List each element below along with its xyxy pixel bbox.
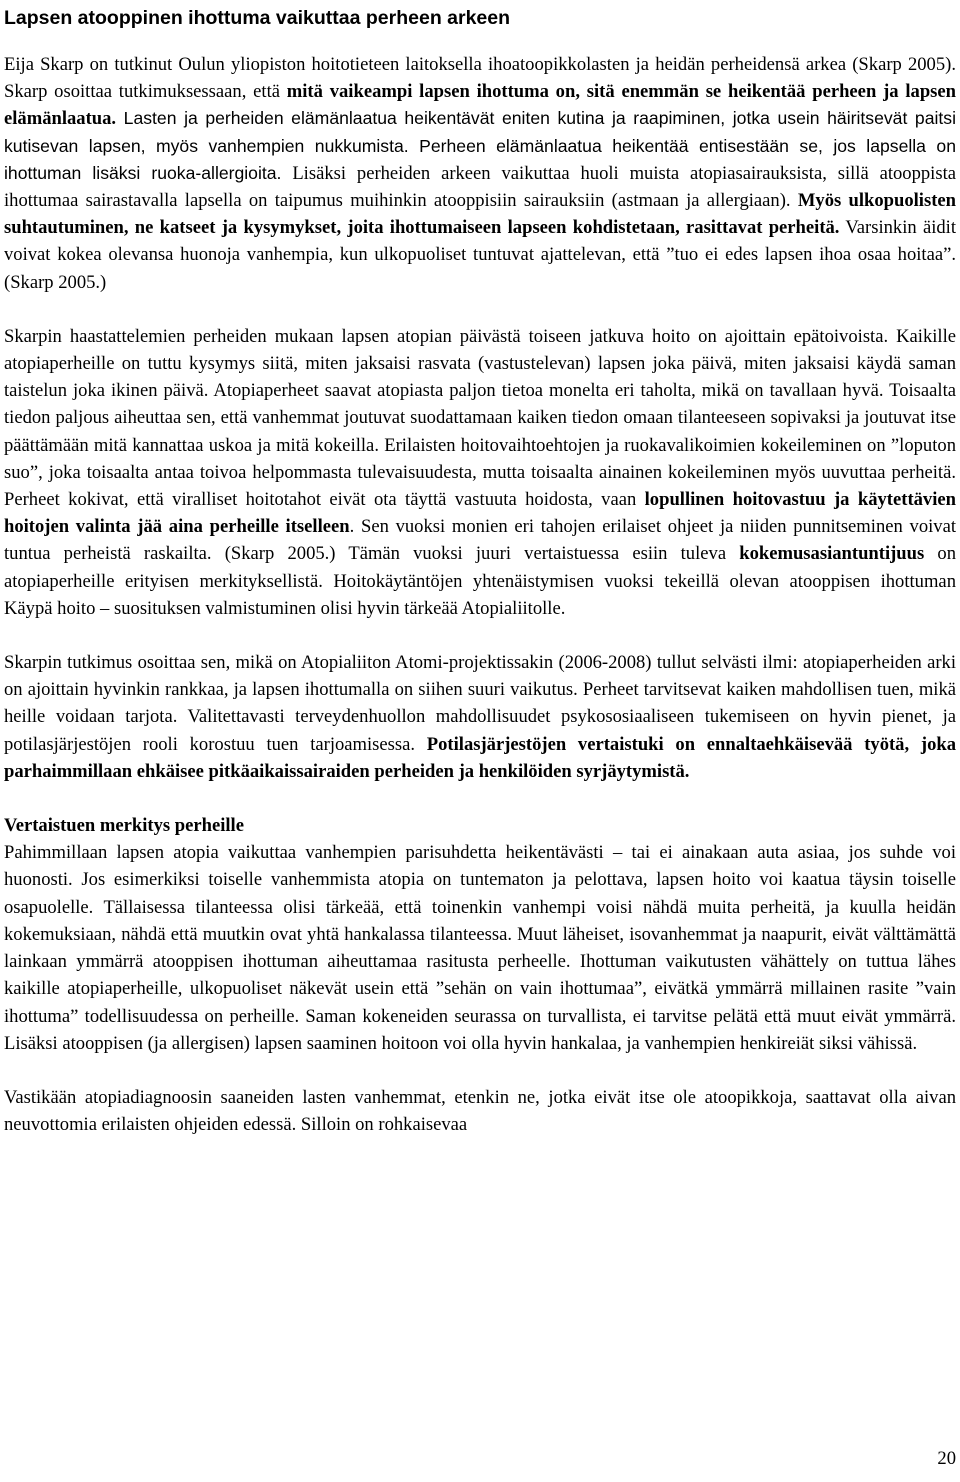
text: Eija Skarp on tutkinut Oulun yliopiston hoitotieteen laitoksella ihoatoopikkolasten ja heidän perheidensä arkea (Skarp 2005). Skarp osoittaa tutkimuksessaan, että xyxy=(4,54,956,103)
bold-text: Potilasjärjestöjen vertaistuki on ennaltaehkäisevää työtä, joka parhaimmillaan ehkäisee pitkäaikaissairaiden perheiden ja henkilöiden syrjäytymistä. xyxy=(4,733,956,782)
text: Lisäksi perheiden arkeen vaikuttaa huoli muista atopiasairauksista, sillä atooppista ihottumaa sairastavalla lapsella on taipumus muihinkin atooppisiin sairauksiin (astmaan ja allergiaan). xyxy=(4,162,956,212)
paragraph-parents-relationship: Pahimmillaan lapsen atopia vaikuttaa vanhempien parisuhdetta heikentävästi – tai ei ainakaan auta asiaa, jos suhde voi huonosti. Jos esimerkiksi toiselle vanhemmista atopia on tuntematon ja pelottava, lapsen hoito voi kaatua täysin toiselle osapuolelle. Tällaisessa tilanteessa olisi tärkeää, että toinenkin vanhempi voisi nähdä muita perheitä, ja kuulla heidän kokemuksiaan, nähdä että muutkin ovat yhtä hankalassa tilanteessa. Muut läheiset, isovanhemmat ja naapurit, eivät välttämättä lainkaan ymmärrä atooppisen ihottuman aiheuttamaa rasitusta perheelle. Ihottuman vaikutusten vähättely on tuttua lähes kaikille atopiaperheille, ulkopuoliset näkevät usein että ”sehän on vain ihottumaa”, eivätkä ymmärrä millainen rasite ”vain ihottuma” todellisuudessa on perheille. Saman kokeneiden seurassa on turvallista, ei tarvitse pelätä että muut eivät ymmärrä. Lisäksi atooppisen (ja allergisen) lapsen saaminen hoitoon voi olla hyvin hankalaa, ja vanhempien henkireiät siksi vähissä. xyxy=(4,842,956,1054)
text: on atopiaperheille erityisen merkityksellistä. Hoitokäytäntöjen yhtenäistymisen vuoksi tekeillä olevan atooppisen ihottuman Käypä hoito – suosituksen valmistuminen olisi hyvin tärkeää Atopialiitolle. xyxy=(4,543,956,619)
page-title: Lapsen atooppinen ihottuma vaikuttaa perheen arkeen xyxy=(4,7,511,29)
text: Skarpin tutkimus osoittaa sen, mikä on Atopialiiton Atomi-projektissakin (2006-2008) tullut selvästi ilmi: atopiaperheiden arki on ajoittain hyvinkin rankkaa, ja lapsen ihottumalla on siihen suuri vaikutus. Perheet tarvitsevat kaiken mahdollisen tuen, mikä heille voidaan tarjota. Valitettavasti terveydenhuollon mahdollisuudet psykososiaaliseen tukemiseen on hyvin pienet, ja potilasjärjestöjen rooli korostuu tuen tarjoamisessa. xyxy=(4,652,956,755)
paragraph-skarp-intro xyxy=(4,51,956,296)
paragraph-new-diagnosis: Vastikään atopiadiagnoosin saaneiden lasten vanhemmat, etenkin ne, jotka eivät itse ole atoopikkoja, saattavat olla aivan neuvottomia erilaisten ohjeiden edessä. Silloin on rohkaisevaa xyxy=(4,1086,956,1136)
text: Varsinkin äidit voivat kokea olevansa huonoja vanhempia, kun ulkopuoliset tuntuvat ajattelevan, että ”tuo ei edes lapsen ihoa osaa hoitaa”. (Skarp 2005.) xyxy=(4,217,957,293)
document-page xyxy=(4,0,956,1138)
paragraph-daily-care xyxy=(4,323,956,622)
section-heading: Vertaistuen merkitys perheille xyxy=(4,815,244,837)
text: Perheen elämänlaatua heikentää entisestään se, jos lapsella on ihottuman lisäksi ruoka-allergioita. xyxy=(4,135,957,183)
bold-text: lopullinen hoitovastuu ja käytettävien hoitojen valinta jää aina perheille itselleen xyxy=(4,489,956,538)
bold-text: Myös ulkopuolisten suhtautuminen, ne katseet ja kysymykset, joita ihottumaiseen lapseen kohdistetaan, rasittavat perheitä. xyxy=(4,190,956,239)
paragraph-atomi-project xyxy=(4,649,956,785)
bold-text: mitä vaikeampi lapsen ihottuma on, sitä enemmän se heikentää perheen ja lapsen elämänlaatua. xyxy=(4,81,956,130)
text: . Sen vuoksi monien eri tahojen erilaiset ohjeet ja niiden punnitseminen voivat tuntua perheistä raskailta. (Skarp 2005.) Tämän vuoksi juuri vertaistuessa esiin tuleva xyxy=(4,516,956,565)
page-number: 20 xyxy=(937,1448,956,1469)
text: Lasten ja perheiden elämänlaatua heikentävät eniten kutina ja raapiminen, jotka usein häiritsevät paitsi kutisevan lapsen, myös vanhempien nukkumista. xyxy=(4,108,956,156)
bold-text: kokemusasiantuntijuus xyxy=(739,543,925,565)
text: Skarpin haastattelemien perheiden mukaan lapsen atopian päivästä toiseen jatkuva hoito on ajoittain epätoivoista. Kaikille atopiaperheille on tuttu kysymys siitä, miten jaksaisi rasvata (vastustelevan) lapsen joka päivä, miten jaksaisi käydä saman taistelun joka ikinen päivä. Atopiaperheet saavat atopiasta paljon tietoa monelta eri taholta, mikä on tavallaan hyvä. Toisaalta tiedon paljous aiheuttaa sen, että vanhemmat joutuvat suodattamaan kaiken tiedon omaan tilanteeseen sopivaksi ja joutuvat itse päättämään mitä kannattaa uskoa ja mitä kokeilla. Erilaisten hoitovaihtoehtojen ja ruokavalikoimien kokeileminen on ”loputon suo”, joka toisaalta antaa toivoa helpommasta tulevaisuudesta, mutta toisaalta ainainen kokeileminen myös uuvuttaa perheitä. Perheet kokivat, että viralliset hoitotahot eivät ota täyttä vastuuta hoidosta, vaan xyxy=(4,325,956,511)
